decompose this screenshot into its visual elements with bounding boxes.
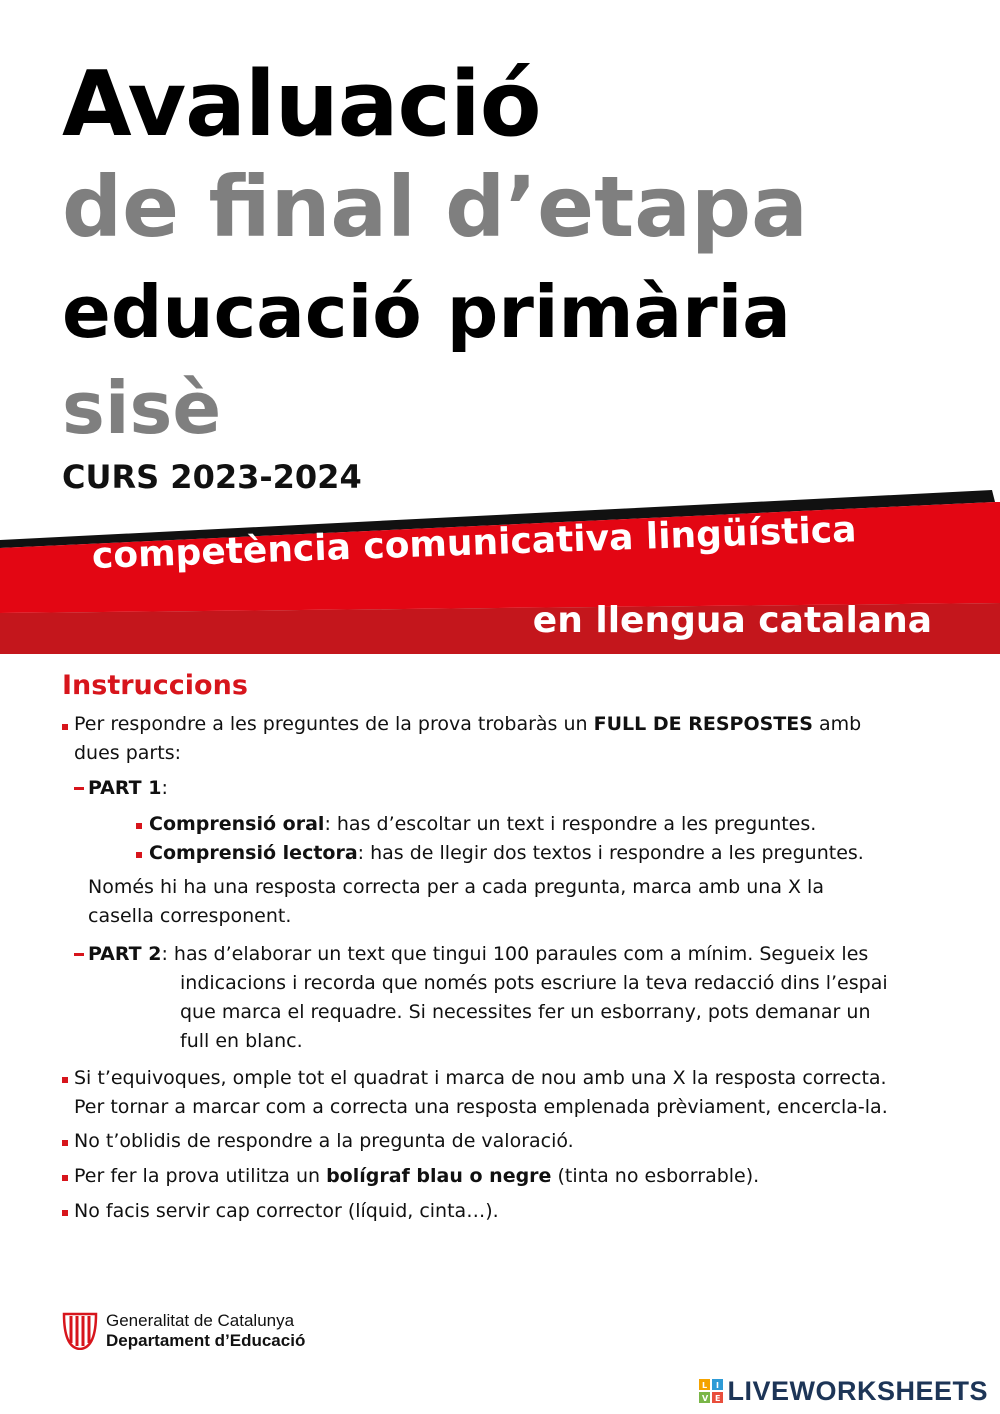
part-2-line-2: indicacions i recorda que només pots escriure la teva redacció dins l’espai [180, 972, 888, 994]
logo-line-1: Generalitat de Catalunya [106, 1311, 295, 1330]
text: Per respondre a les preguntes de la prova trobaràs un [74, 713, 594, 735]
text: : [161, 777, 168, 799]
badge-letter-i: I [716, 1381, 720, 1390]
badge-letter-v: V [702, 1394, 709, 1403]
bullet-marker [136, 823, 142, 829]
part-2-line-4: full en blanc. [180, 1030, 303, 1052]
text: (tinta no esborrable). [551, 1165, 760, 1187]
subject-banner [0, 488, 1000, 658]
dash-marker [74, 953, 84, 956]
bold-text: bolígraf blau o negre [326, 1165, 552, 1187]
text: : has d’elaborar un text que tingui 100 paraules com a mínim. Segueix les [161, 943, 869, 965]
bullet-marker [136, 852, 142, 858]
bullet-marker [62, 1077, 68, 1083]
title-line-4: sisè [62, 366, 222, 450]
bullet-marker [62, 1175, 68, 1181]
logo-line-2: Departament d’Educació [106, 1331, 306, 1350]
part-1-note-line-1: Només hi ha una resposta correcta per a cada pregunta, marca amb una X la [88, 876, 824, 898]
instruction-3: No t’oblidis de respondre a la pregunta de valoració. [74, 1130, 574, 1152]
title-line-2: de final d’etapa [62, 158, 808, 256]
generalitat-logo [62, 1310, 362, 1354]
instruction-5: No facis servir cap corrector (líquid, cinta…). [74, 1200, 499, 1222]
catalan-flag-icon [62, 1310, 98, 1350]
text: : has de llegir dos textos i respondre a les preguntes. [357, 842, 864, 864]
part-1-item-oral [149, 810, 816, 839]
liveworksheets-logo-icon [699, 1379, 723, 1403]
part-2-label: PART 2 [88, 943, 162, 965]
bullet-marker [62, 724, 68, 730]
part-1-label: PART 1 [88, 777, 162, 799]
part-2-line-1 [88, 940, 868, 969]
instruction-2-line-1: Si t’equivoques, omple tot el quadrat i marca de nou amb una X la resposta correcta. [74, 1067, 887, 1089]
bold-text: Comprensió lectora [149, 842, 358, 864]
bold-text: FULL DE RESPOSTES [593, 713, 813, 735]
instruction-1-line-2: dues parts: [74, 742, 181, 764]
liveworksheets-text: LIVEWORKSHEETS [727, 1375, 988, 1406]
dash-marker [74, 787, 84, 790]
text: : has d’escoltar un text i respondre a les preguntes. [324, 813, 817, 835]
title-line-3: educació primària [62, 270, 791, 354]
badge-letter-l: L [702, 1381, 708, 1390]
part-1-item-lectora [149, 839, 864, 868]
text: amb [812, 713, 862, 735]
part-1-note-line-2: casella corresponent. [88, 905, 292, 927]
bold-text: Comprensió oral [149, 813, 325, 835]
liveworksheets-watermark[interactable] [699, 1376, 988, 1406]
instructions-title: Instruccions [62, 670, 248, 701]
part-2-line-3: que marca el requadre. Si necessites fer un esborrany, pots demanar un [180, 1001, 871, 1023]
instruction-1-line-1 [74, 710, 861, 739]
banner-line-1: competència comunicativa lingüística [91, 509, 858, 577]
text: Per fer la prova utilitza un [74, 1165, 327, 1187]
bullet-marker [62, 1140, 68, 1146]
bullet-marker [62, 1210, 68, 1216]
badge-letter-e: E [715, 1394, 721, 1403]
title-line-1: Avaluació [62, 52, 541, 157]
instruction-4 [74, 1162, 759, 1191]
banner-line-2: en llengua catalana [532, 600, 932, 641]
instruction-2-line-2: Per tornar a marcar com a correcta una resposta emplenada prèviament, encercla-la. [74, 1096, 888, 1118]
part-1-heading [88, 774, 168, 803]
course-year: CURS 2023-2024 [62, 458, 362, 496]
